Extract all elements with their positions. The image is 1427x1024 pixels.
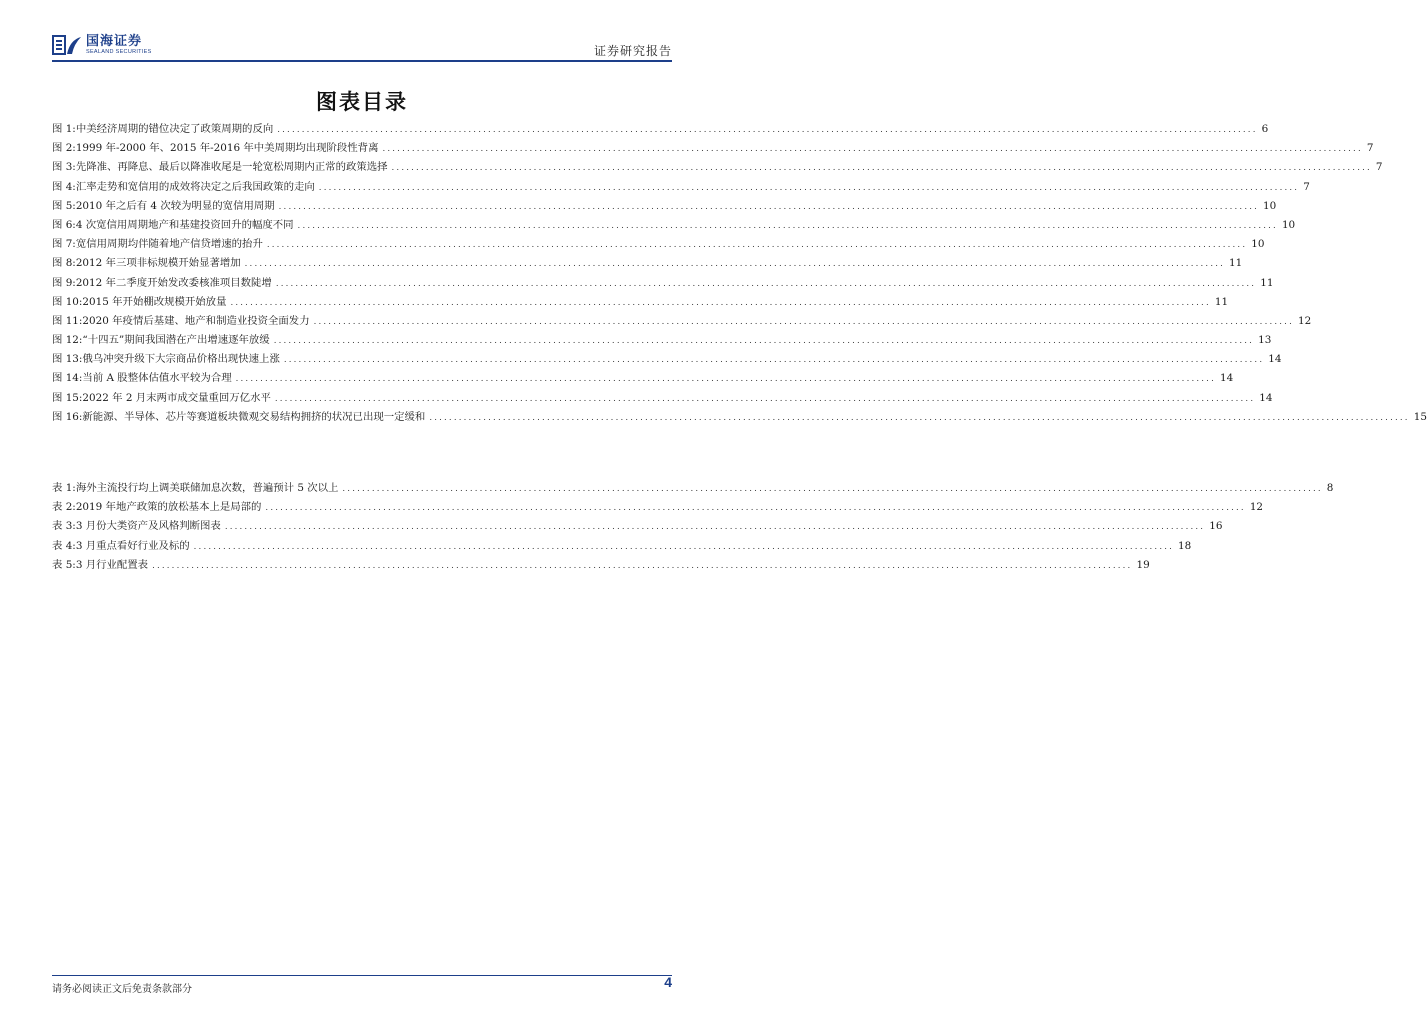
entry-title: 3 月份大类资产及风格判断图表: [75, 520, 221, 533]
dot-leader: ........................................................................................................................................................................................................: [273, 336, 1255, 347]
dot-leader: ........................................................................................................................................................................................................: [274, 393, 1256, 404]
dot-leader: ........................................................................................................................................................................................................: [297, 220, 1278, 231]
entry-title: 4 次宽信用周期地产和基建投资回升的幅度不同: [75, 218, 294, 231]
dot-leader: ........................................................................................................................................................................................................: [265, 503, 1246, 514]
entry-page-number: 10: [1263, 199, 1277, 212]
entry-label: 表 5:: [52, 558, 76, 571]
entry-label: 表 2:: [52, 501, 76, 514]
entry-page-number: 12: [1297, 314, 1312, 327]
figure-entry[interactable]: [52, 254, 1243, 273]
entry-title: 2012 年三项非标规模开始显著增加: [75, 257, 241, 270]
entry-title: 中美经济周期的错位决定了政策周期的反向: [75, 123, 274, 135]
entry-page-number: 6: [1261, 123, 1269, 135]
entry-title: 海外主流投行均上调美联储加息次数，普遍预计 5 次以上: [75, 482, 339, 494]
entry-page-number: 12: [1249, 501, 1264, 514]
entry-title: 2012 年二季度开始发改委核准项目数陡增: [75, 276, 272, 289]
table-entry[interactable]: [52, 556, 1150, 575]
entry-label: 图 10:: [52, 295, 83, 308]
entry-page-number: 7: [1366, 142, 1374, 155]
dot-leader: ........................................................................................................................................................................................................: [275, 278, 1257, 289]
entry-label: 表 3:: [52, 520, 76, 533]
figure-list: [52, 120, 1427, 427]
entry-label: 图 1:: [52, 123, 76, 135]
entry-title: 3 月行业配置表: [75, 558, 149, 571]
entry-title: 俄乌冲突升级下大宗商品价格出现快速上涨: [82, 353, 280, 366]
entry-label: 图 3:: [52, 161, 76, 174]
dot-leader: ........................................................................................................................................................................................................: [391, 163, 1372, 174]
entry-page-number: 14: [1220, 372, 1234, 385]
entry-page-number: 11: [1260, 276, 1274, 289]
entry-page-number: 7: [1303, 180, 1310, 193]
entry-page-number: 7: [1375, 161, 1383, 174]
entry-label: 图 7:: [52, 238, 76, 251]
entry-title: 2015 年开始棚改规模开始放量: [82, 295, 227, 308]
dot-leader: ........................................................................................................................................................................................................: [278, 201, 1260, 212]
entry-page-number: 19: [1136, 558, 1150, 571]
entry-label: 图 6:: [52, 218, 76, 231]
entry-title: 2019 年地产政策的放松基本上是局部的: [75, 501, 262, 514]
entry-page-number: 10: [1281, 218, 1296, 231]
dot-leader: ........................................................................................................................................................................................................: [266, 240, 1248, 251]
dot-leader: ........................................................................................................................................................................................................: [244, 259, 1226, 270]
entry-label: 图 12:: [52, 334, 83, 347]
figure-entry[interactable]: [52, 389, 1273, 408]
entry-title: “十四五”期间我国潜在产出增速逐年放缓: [82, 334, 270, 347]
company-logo: [52, 34, 152, 56]
entry-title: 1999 年-2000 年、2015 年-2016 年中美周期均出现阶段性背离: [75, 142, 379, 155]
dot-leader: ........................................................................................................................................................................................................: [382, 144, 1363, 155]
dot-leader: ........................................................................................................................................................................................................: [235, 374, 1216, 385]
entry-title: 2010 年之后有 4 次较为明显的宽信用周期: [75, 199, 275, 212]
logo-english-name: SEALAND SECURITIES: [86, 48, 152, 55]
entry-label: 图 9:: [52, 276, 76, 289]
dot-leader: ........................................................................................................................................................................................................: [429, 412, 1410, 423]
figure-entry[interactable]: [52, 178, 1310, 197]
figure-entry[interactable]: [52, 293, 1229, 312]
entry-page-number: 10: [1251, 238, 1265, 251]
table-entry[interactable]: [52, 517, 1223, 536]
entry-label: 图 2:: [52, 142, 76, 155]
entry-label: 图 4:: [52, 180, 76, 193]
page-header: [52, 32, 672, 60]
logo-chinese-name: 国海证券: [86, 33, 143, 49]
table-entry[interactable]: [52, 479, 1334, 498]
entry-title: 当前 A 股整体估值水平较为合理: [82, 372, 232, 385]
page-number: 4: [664, 974, 672, 990]
entry-title: 新能源、半导体、芯片等赛道板块微观交易结构拥挤的状况已出现一定缓和: [82, 410, 426, 423]
figure-entry[interactable]: [52, 120, 1269, 139]
table-list: [52, 479, 1334, 575]
header-divider: [52, 60, 672, 62]
entry-page-number: 18: [1178, 539, 1192, 552]
entry-page-number: 16: [1209, 520, 1223, 533]
entry-page-number: 14: [1268, 353, 1282, 366]
dot-leader: ........................................................................................................................................................................................................: [152, 560, 1133, 571]
figure-entry[interactable]: [52, 274, 1274, 293]
figure-entry[interactable]: [52, 312, 1312, 331]
entry-label: 图 13:: [52, 353, 83, 366]
entry-page-number: 8: [1326, 482, 1334, 494]
page-title: 图表目录: [316, 90, 408, 114]
entry-label: 图 5:: [52, 199, 76, 212]
entry-title: 2022 年 2 月末两市成交量重回万亿水平: [82, 391, 271, 404]
dot-leader: ........................................................................................................................................................................................................: [342, 484, 1323, 494]
entry-label: 图 14:: [52, 372, 83, 385]
entry-label: 图 15:: [52, 391, 83, 404]
entry-page-number: 13: [1258, 334, 1272, 347]
dot-leader: ........................................................................................................................................................................................................: [318, 182, 1300, 193]
figure-entry[interactable]: [52, 235, 1265, 254]
entry-label: 表 4:: [52, 539, 76, 552]
figure-entry[interactable]: [52, 408, 1427, 427]
footer-disclaimer: 请务必阅读正文后免责条款部分: [52, 984, 192, 995]
entry-label: 表 1:: [52, 482, 76, 494]
dot-leader: ........................................................................................................................................................................................................: [313, 316, 1294, 327]
entry-title: 先降准、再降息、最后以降准收尾是一轮宽松周期内正常的政策选择: [75, 161, 388, 174]
entry-label: 图 8:: [52, 257, 76, 270]
figure-entry[interactable]: [52, 216, 1296, 235]
table-entry[interactable]: [52, 537, 1192, 556]
figure-entry[interactable]: [52, 350, 1282, 369]
figure-entry[interactable]: [52, 158, 1383, 177]
figure-entry[interactable]: [52, 369, 1234, 388]
dot-leader: ........................................................................................................................................................................................................: [283, 355, 1265, 366]
dot-leader: ........................................................................................................................................................................................................: [230, 297, 1211, 308]
entry-title: 宽信用周期均伴随着地产信贷增速的抬升: [75, 238, 263, 251]
entry-title: 2020 年疫情后基建、地产和制造业投资全面发力: [82, 314, 310, 327]
entry-page-number: 15: [1413, 410, 1427, 423]
entry-label: 图 11:: [52, 314, 83, 327]
footer-divider: [52, 975, 672, 976]
entry-title: 汇率走势和宽信用的成效将决定之后我国政策的走向: [75, 180, 315, 193]
sealand-logo-icon: [52, 34, 82, 56]
entry-title: 3 月重点看好行业及标的: [75, 539, 190, 552]
table-entry[interactable]: [52, 498, 1264, 517]
figure-entry[interactable]: [52, 331, 1272, 350]
entry-page-number: 11: [1229, 257, 1243, 270]
entry-page-number: 14: [1259, 391, 1273, 404]
entry-label: 图 16:: [52, 410, 83, 423]
figure-entry[interactable]: [52, 139, 1374, 158]
dot-leader: ........................................................................................................................................................................................................: [193, 541, 1175, 552]
figure-entry[interactable]: [52, 197, 1277, 216]
dot-leader: ........................................................................................................................................................................................................: [224, 522, 1206, 533]
report-type-label: 证券研究报告: [593, 44, 672, 58]
entry-page-number: 11: [1214, 295, 1229, 308]
dot-leader: ........................................................................................................................................................................................................: [277, 125, 1258, 135]
